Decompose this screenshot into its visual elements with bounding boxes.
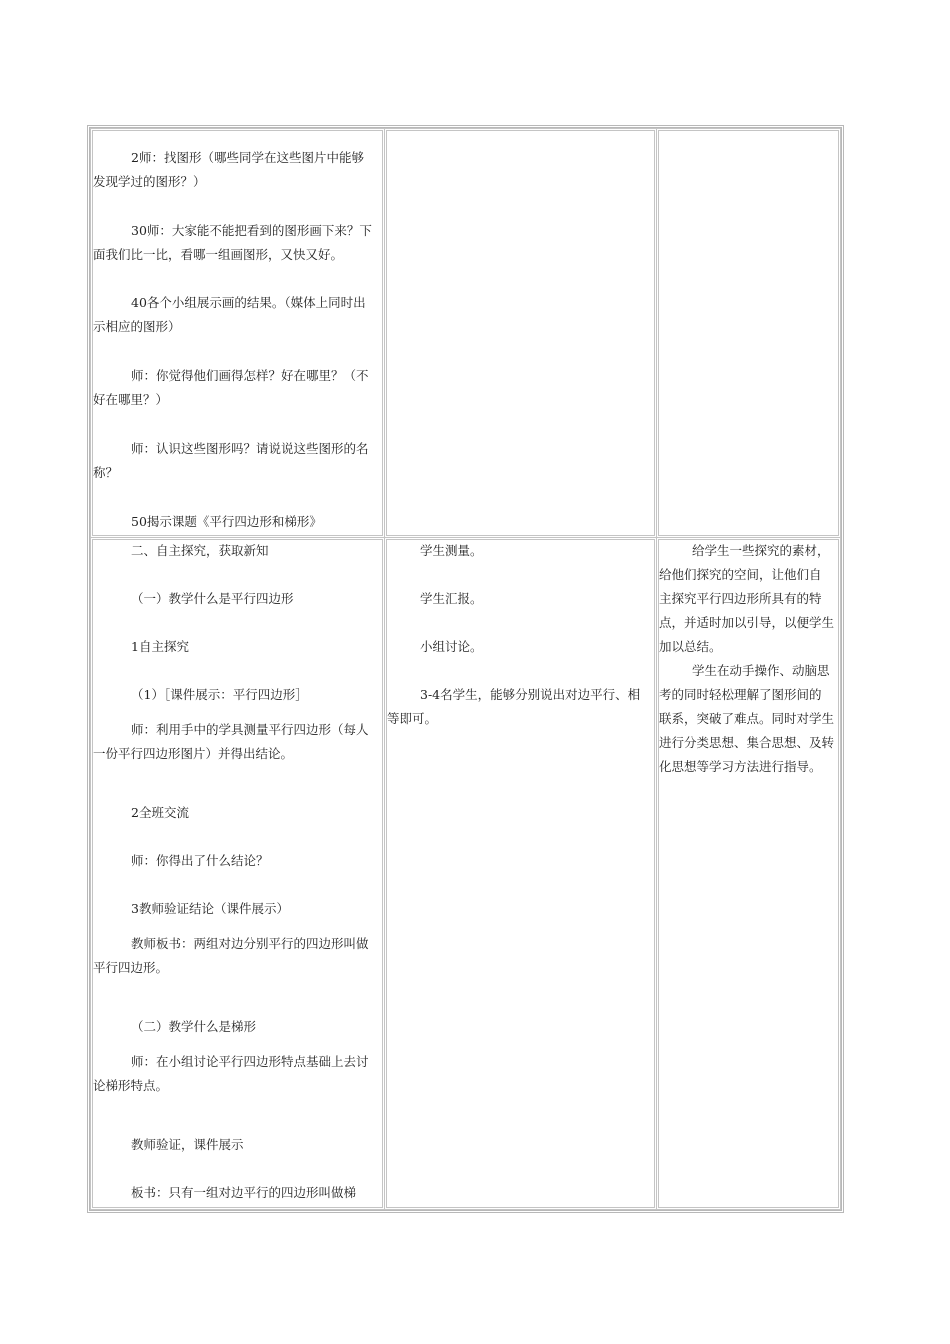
text-line: 好在哪里？） bbox=[93, 392, 169, 407]
paragraph bbox=[93, 801, 189, 825]
text-line: 2全班交流 bbox=[131, 805, 189, 820]
text-line: 平行四边形。 bbox=[93, 960, 169, 975]
text-line: 板书：只有一组对边平行的四边形叫做梯 bbox=[131, 1185, 357, 1200]
text-line: 二、自主探究，获取新知 bbox=[131, 543, 269, 558]
paragraph bbox=[93, 510, 322, 534]
text-line: 面我们比一比，看哪一组画图形，又快又好。 bbox=[93, 247, 344, 262]
paragraph bbox=[93, 219, 372, 267]
row1-col1-cell bbox=[90, 128, 385, 538]
paragraph bbox=[387, 683, 640, 731]
paragraph bbox=[387, 539, 483, 563]
text-line: 一份平行四边形图片）并得出结论。 bbox=[93, 746, 294, 761]
text-line: 发现学过的图形？） bbox=[93, 174, 206, 189]
text-line: 师：在小组讨论平行四边形特点基础上去讨 bbox=[131, 1054, 369, 1069]
paragraph bbox=[93, 897, 289, 921]
text-line: 30师：大家能不能把看到的图形画下来？下 bbox=[131, 223, 372, 238]
text-line: 称？ bbox=[93, 465, 119, 480]
text-line: 论梯形特点。 bbox=[93, 1078, 169, 1093]
paragraph bbox=[659, 539, 834, 659]
text-line: 学生汇报。 bbox=[420, 591, 483, 606]
text-line: 1自主探究 bbox=[131, 639, 189, 654]
text-line: 点，并适时加以引导，以便学生 bbox=[659, 615, 835, 630]
text-line: 师：认识这些图形吗？请说说这些图形的名 bbox=[131, 441, 369, 456]
text-line: 加以总结。 bbox=[659, 639, 722, 654]
paragraph bbox=[93, 932, 369, 980]
text-line: （1）［课件展示：平行四边形］ bbox=[131, 687, 308, 702]
paragraph bbox=[93, 1133, 244, 1157]
text-line: 3教师验证结论（课件展示） bbox=[131, 901, 289, 916]
text-line: 50揭示课题《平行四边形和梯形》 bbox=[131, 514, 322, 529]
text-line: （二）教学什么是梯形 bbox=[131, 1019, 257, 1034]
text-line: 给他们探究的空间，让他们自 bbox=[659, 567, 822, 582]
row2-col2-cell bbox=[384, 537, 657, 1210]
text-line: 示相应的图形） bbox=[93, 319, 181, 334]
paragraph bbox=[93, 849, 269, 873]
paragraph bbox=[93, 1050, 369, 1098]
text-line: 师：你得出了什么结论？ bbox=[131, 853, 269, 868]
paragraph bbox=[93, 291, 366, 339]
row1-col2-cell bbox=[384, 128, 657, 538]
paragraph bbox=[93, 683, 308, 707]
text-line: 学生在动手操作、动脑思 bbox=[692, 663, 830, 678]
paragraph bbox=[93, 364, 369, 412]
paragraph bbox=[93, 718, 369, 766]
row1-col3-cell bbox=[656, 128, 841, 538]
text-line: 40各个小组展示画的结果。（媒体上同时出 bbox=[131, 295, 366, 310]
paragraph bbox=[93, 587, 294, 611]
paragraph bbox=[93, 539, 269, 563]
paragraph bbox=[93, 1015, 256, 1039]
text-line: 教师板书：两组对边分别平行的四边形叫做 bbox=[131, 936, 369, 951]
text-line: 联系，突破了难点。同时对学生 bbox=[659, 711, 835, 726]
paragraph bbox=[93, 437, 369, 485]
text-line: 师：你觉得他们画得怎样？好在哪里？（不 bbox=[131, 368, 369, 383]
text-line: 主探究平行四边形所具有的特 bbox=[659, 591, 822, 606]
row2-col1-cell bbox=[90, 537, 385, 1210]
paragraph bbox=[93, 146, 364, 194]
text-line: 给学生一些探究的素材， bbox=[692, 543, 830, 558]
paragraph bbox=[387, 587, 483, 611]
paragraph bbox=[93, 1181, 356, 1205]
text-line: 师：利用手中的学具测量平行四边形（每人 bbox=[131, 722, 369, 737]
text-line: 等即可。 bbox=[387, 711, 438, 726]
text-line: 学生测量。 bbox=[420, 543, 483, 558]
text-line: 3-4名学生，能够分别说出对边平行、相 bbox=[420, 687, 641, 702]
text-line: 小组讨论。 bbox=[420, 639, 483, 654]
text-line: 进行分类思想、集合思想、及转 bbox=[659, 735, 835, 750]
paragraph bbox=[659, 659, 834, 779]
text-line: 2师：找图形（哪些同学在这些图片中能够 bbox=[131, 150, 364, 165]
paragraph bbox=[387, 635, 483, 659]
row2-col3-cell bbox=[656, 537, 841, 1210]
text-line: （一）教学什么是平行四边形 bbox=[131, 591, 294, 606]
text-line: 考的同时轻松理解了图形间的 bbox=[659, 687, 822, 702]
text-line: 化思想等学习方法进行指导。 bbox=[659, 759, 822, 774]
text-line: 教师验证，课件展示 bbox=[131, 1137, 244, 1152]
paragraph bbox=[93, 635, 189, 659]
